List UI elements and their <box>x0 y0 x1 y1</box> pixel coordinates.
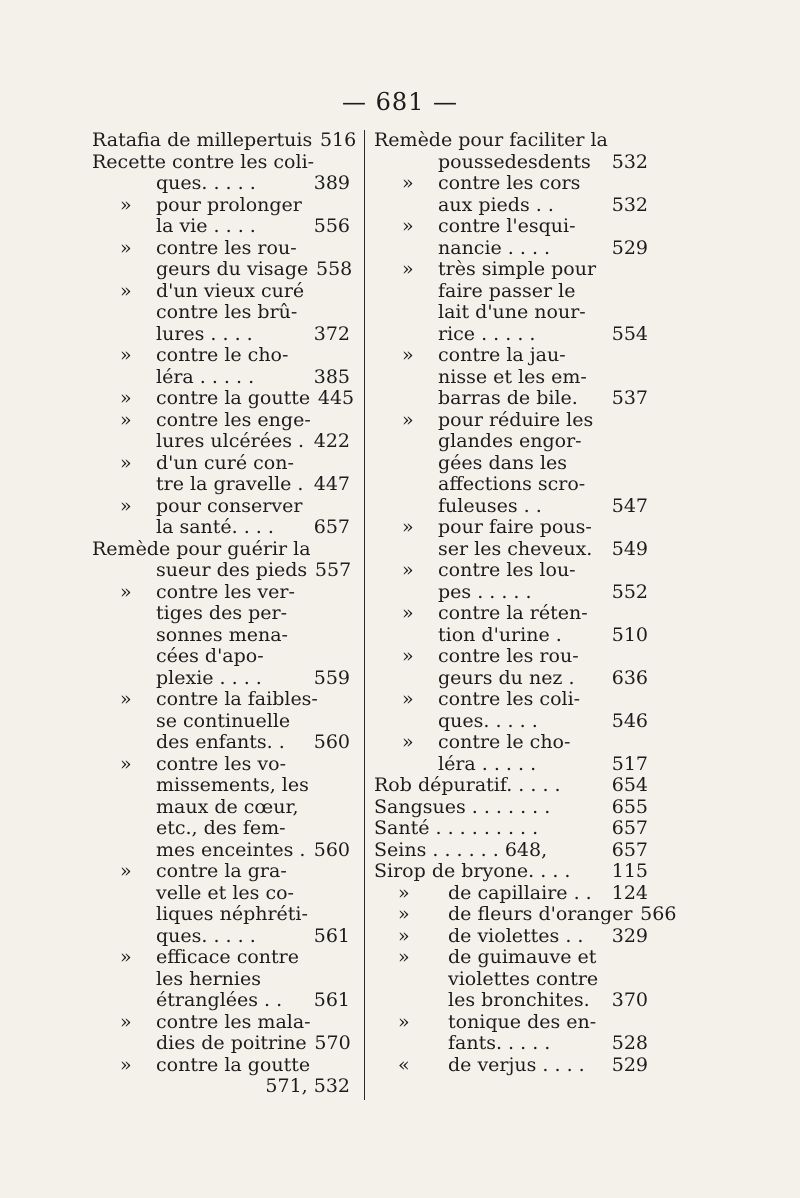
ditto-mark: « <box>398 1053 410 1076</box>
entry-line <box>374 387 648 410</box>
entry-text: gées dans les <box>438 451 568 474</box>
page-reference: 657 <box>313 516 350 538</box>
entry-line <box>92 732 350 754</box>
entry-line <box>92 969 350 991</box>
entry-text: Remède pour faciliter la <box>374 129 608 151</box>
index-column-right <box>374 129 677 1076</box>
page-reference: 372 <box>313 322 350 345</box>
entry-text: liques néphréti- <box>156 903 308 925</box>
entry-text: Sangsues . . . . . . . <box>374 795 551 818</box>
entry-text: Sirop de bryone. . . . <box>374 860 571 882</box>
entry-line <box>374 431 640 453</box>
entry-text: contre la gra- <box>156 860 287 882</box>
entry-text: de verjus . . . . <box>448 1053 585 1076</box>
index-entry <box>374 344 648 410</box>
entry-line <box>92 152 350 174</box>
entry-line <box>374 924 648 948</box>
index-entry <box>374 645 648 689</box>
entry-text: geurs du nez . <box>438 666 575 689</box>
entry-line <box>374 517 640 539</box>
entry-line <box>92 926 350 948</box>
entry-line <box>92 517 350 539</box>
entry-text: de guimauve et <box>448 946 597 968</box>
index-entry <box>92 582 350 690</box>
ditto-mark: » <box>120 1053 132 1076</box>
entry-line <box>374 150 648 174</box>
page-reference: 552 <box>611 580 648 603</box>
index-entry <box>374 817 648 840</box>
ditto-mark: » <box>120 1010 132 1033</box>
entry-text: Seins . . . . . . 648, <box>374 838 548 861</box>
entry-line <box>374 580 648 604</box>
entry-text: contre les brû- <box>156 301 298 323</box>
ditto-mark: » <box>402 516 414 538</box>
page-reference: 570 <box>314 1032 351 1054</box>
entry-text: très simple pour <box>438 258 597 280</box>
page-reference: 560 <box>313 731 350 753</box>
page-reference: 571, 532 <box>265 1075 350 1097</box>
entry-text: cées d'apo- <box>156 645 264 667</box>
ditto-mark: » <box>120 688 132 710</box>
entry-line <box>374 216 640 238</box>
index-entry <box>92 345 350 388</box>
entry-text: la vie . . . . <box>156 215 256 237</box>
entry-text: nisse et les em- <box>438 365 587 388</box>
entry-text: geurs du visage <box>156 258 309 280</box>
entry-text: ques. . . . . <box>156 924 256 947</box>
entry-text: léra . . . . . <box>156 365 255 388</box>
entry-text: glandes engor- <box>438 430 582 452</box>
entry-line <box>374 474 640 496</box>
entry-line <box>92 904 350 926</box>
page-reference: 654 <box>611 774 648 796</box>
entry-line <box>374 603 640 625</box>
ditto-mark: » <box>402 172 414 194</box>
entry-line <box>92 431 350 453</box>
ditto-mark: » <box>120 236 132 259</box>
entry-text: d'un curé con- <box>156 451 294 474</box>
ditto-mark: » <box>120 860 132 882</box>
entry-text: Remède pour guérir la <box>92 537 311 560</box>
entry-line <box>92 258 353 281</box>
entry-text: contre les lou- <box>438 559 576 581</box>
entry-text: contre les cors <box>438 172 581 194</box>
index-entry <box>92 453 350 496</box>
entry-line <box>374 367 640 389</box>
entry-line <box>374 494 648 518</box>
index-column-left <box>92 129 357 1098</box>
index-entry <box>92 689 350 754</box>
entry-line <box>374 560 640 582</box>
entry-line <box>92 603 350 625</box>
index-entry <box>374 838 648 862</box>
index-entry <box>92 387 355 410</box>
index-entry <box>374 129 648 173</box>
ditto-mark: » <box>120 451 132 474</box>
entry-text: dies de poitrine <box>156 1032 307 1054</box>
entry-text: contre le cho- <box>438 731 571 753</box>
entry-line <box>92 302 350 324</box>
index-entry <box>92 152 350 195</box>
entry-line <box>92 883 350 905</box>
index-entry <box>374 946 648 1012</box>
index-entry <box>92 281 350 346</box>
ditto-mark: » <box>120 387 132 409</box>
entry-text: de violettes . . <box>448 924 584 947</box>
index-entry <box>374 559 648 603</box>
entry-text: pes . . . . . <box>438 580 532 603</box>
entry-line <box>374 236 648 260</box>
entry-text: léra . . . . . <box>438 752 537 775</box>
index-entry <box>92 1055 350 1098</box>
entry-text: mes enceintes . <box>156 838 306 861</box>
entry-text: contre la goutte <box>156 1053 311 1076</box>
entry-line <box>92 367 350 389</box>
entry-line <box>374 881 648 905</box>
ditto-mark: » <box>398 881 410 904</box>
entry-text: fuleuses . . <box>438 494 542 517</box>
page-reference: 389 <box>313 172 350 194</box>
entry-line <box>374 817 648 840</box>
ditto-mark: » <box>402 344 414 366</box>
index-entry <box>374 731 648 775</box>
ditto-mark: » <box>120 946 132 968</box>
index-entry <box>374 1010 648 1055</box>
entry-line <box>92 129 357 152</box>
entry-text: Recette contre les coli- <box>92 150 315 173</box>
entry-line <box>374 774 648 797</box>
entry-line <box>374 302 640 324</box>
index-entry <box>92 947 350 1012</box>
page-reference: 124 <box>611 881 648 904</box>
entry-line <box>374 795 648 819</box>
entry-line <box>374 860 648 883</box>
entry-line <box>92 216 350 238</box>
entry-text: Rob dépuratif. . . . . <box>374 774 561 796</box>
index-entry <box>374 860 648 883</box>
index-entry <box>92 1012 350 1055</box>
page-reference: 385 <box>313 365 350 388</box>
index-entry <box>374 516 648 560</box>
index-entry <box>92 539 350 582</box>
entry-text: tion d'urine . <box>438 623 562 646</box>
entry-line <box>374 689 640 711</box>
entry-text: contre les rou- <box>438 645 579 667</box>
entry-text: Ratafia de millepertuis <box>92 129 313 151</box>
entry-text: contre l'esqui- <box>438 215 576 237</box>
entry-line <box>374 989 648 1012</box>
entry-line <box>92 646 350 668</box>
page-reference: 566 <box>640 903 677 925</box>
ditto-mark: » <box>120 408 132 431</box>
entry-text: aux pieds . . <box>438 193 554 216</box>
entry-text: pour faire pous- <box>438 516 592 538</box>
entry-line <box>92 797 350 819</box>
entry-text: contre les ver- <box>156 580 295 603</box>
entry-text: tonique des en- <box>448 1010 597 1033</box>
page-reference: 636 <box>611 666 648 689</box>
ditto-mark: » <box>402 215 414 237</box>
entry-text: Santé . . . . . . . . . <box>374 817 539 839</box>
index-entry <box>374 795 648 819</box>
page-reference: 516 <box>319 129 357 151</box>
page-reference: 561 <box>313 924 350 947</box>
page-reference: 517 <box>611 752 648 775</box>
page-reference: 370 <box>611 989 648 1011</box>
ditto-mark: » <box>120 279 132 302</box>
entry-text: contre la réten- <box>438 602 588 624</box>
entry-text: faire passer le <box>438 279 576 302</box>
ditto-mark: » <box>402 408 414 431</box>
entry-text: contre les mala- <box>156 1010 311 1033</box>
page-reference: 532 <box>611 193 648 216</box>
page-reference: 115 <box>611 860 648 882</box>
entry-text: nancie . . . . <box>438 236 551 259</box>
page-reference: 529 <box>611 1053 648 1076</box>
entry-line <box>92 1033 350 1055</box>
ditto-mark: » <box>398 946 410 968</box>
ditto-mark: » <box>120 580 132 603</box>
entry-text: ques. . . . . <box>438 709 538 732</box>
entry-text: lures ulcérées . <box>156 430 305 452</box>
ditto-mark: » <box>398 1010 410 1033</box>
index-entry <box>374 1053 648 1077</box>
page-reference: 447 <box>313 473 350 495</box>
entry-line <box>92 711 350 733</box>
page-reference: 549 <box>611 537 648 560</box>
ditto-mark: » <box>120 193 132 216</box>
entry-line <box>92 173 350 195</box>
page-reference: 529 <box>611 236 648 259</box>
entry-text: barras de bile. <box>438 387 578 409</box>
ditto-mark: » <box>402 559 414 581</box>
index-entry <box>374 688 648 732</box>
entry-text: fants. . . . . <box>448 1032 551 1054</box>
entry-text: d'un vieux curé <box>156 279 305 302</box>
ditto-mark: » <box>402 731 414 753</box>
entry-text: etc., des fem- <box>156 817 286 839</box>
ditto-mark: » <box>402 645 414 667</box>
page-reference: 422 <box>313 430 350 452</box>
entry-text: les hernies <box>156 967 261 990</box>
index-entry <box>92 861 350 947</box>
entry-text: se continuelle <box>156 709 291 732</box>
entry-line <box>374 838 648 862</box>
entry-line <box>374 322 648 346</box>
entry-line <box>374 1053 648 1077</box>
page-reference: 561 <box>313 989 350 1011</box>
entry-text: rice . . . . . <box>438 322 536 345</box>
entry-line <box>92 625 350 647</box>
entry-line <box>374 646 640 668</box>
entry-text: contre la faibles- <box>156 688 318 710</box>
entry-line <box>374 623 648 647</box>
entry-text: contre les vo- <box>156 752 287 775</box>
entry-line <box>92 1076 350 1098</box>
page-reference: 528 <box>611 1032 648 1054</box>
entry-line <box>374 193 648 217</box>
entry-line <box>374 732 640 754</box>
ditto-mark: » <box>398 903 410 925</box>
index-entry <box>374 924 648 948</box>
ditto-mark: » <box>120 752 132 775</box>
column-divider <box>364 130 365 1100</box>
entry-line <box>374 410 640 432</box>
page-reference: 537 <box>611 387 648 409</box>
page-reference: 445 <box>317 387 355 409</box>
entry-line <box>374 259 640 281</box>
page-reference: 329 <box>611 924 648 947</box>
page-reference: 559 <box>313 666 350 689</box>
page-reference: 558 <box>316 258 353 280</box>
index-entry <box>374 172 648 216</box>
page-reference: 510 <box>611 623 648 646</box>
index-entry <box>374 408 648 518</box>
entry-text: contre la goutte <box>156 387 311 409</box>
index-entry <box>374 258 648 345</box>
entry-text: affections scro- <box>438 473 586 495</box>
entry-line <box>374 345 640 367</box>
index-entry <box>374 774 648 797</box>
entry-line <box>92 539 350 561</box>
entry-line <box>92 668 350 690</box>
page-reference: 532 <box>611 150 648 173</box>
entry-line <box>92 775 350 797</box>
index-entry <box>374 881 648 905</box>
entry-line <box>374 281 640 303</box>
entry-text: contre le cho- <box>156 344 289 366</box>
page-reference: 556 <box>313 215 350 237</box>
page-reference: 560 <box>313 838 350 861</box>
ditto-mark: » <box>402 602 414 624</box>
entry-line <box>374 903 677 926</box>
page-reference: 557 <box>314 559 352 581</box>
entry-text: de fleurs d'oranger <box>448 903 633 925</box>
index-entry <box>92 195 350 238</box>
entry-text: de capillaire . . <box>448 881 592 904</box>
entry-line <box>374 666 648 690</box>
entry-text: ser les cheveux. <box>438 537 593 560</box>
page-number: — 681 — <box>341 88 459 116</box>
entry-text: la santé. . . . <box>156 516 274 538</box>
entry-line <box>92 474 350 496</box>
entry-text: efficace contre <box>156 946 299 968</box>
index-entry <box>92 496 350 539</box>
entry-text: contre les enge- <box>156 408 311 431</box>
ditto-mark: » <box>120 494 132 517</box>
entry-text: étranglées . . <box>156 989 283 1011</box>
page-reference: 657 <box>611 817 648 839</box>
entry-text: pour prolonger <box>156 193 302 216</box>
entry-text: les bronchites. <box>448 989 590 1011</box>
entry-text: poussedesdents <box>438 150 591 173</box>
entry-text: missements, les <box>156 774 309 796</box>
entry-text: lait d'une nour- <box>438 301 586 323</box>
index-entry <box>92 410 350 453</box>
entry-line <box>374 173 640 195</box>
index-entry <box>92 129 357 152</box>
entry-text: ques. . . . . <box>156 172 256 194</box>
index-entry <box>374 903 677 926</box>
index-entry <box>374 215 648 259</box>
page-reference: 554 <box>611 322 648 345</box>
ditto-mark: » <box>402 688 414 710</box>
entry-line <box>374 969 640 991</box>
ditto-mark: » <box>120 344 132 366</box>
entry-text: tiges des per- <box>156 602 288 624</box>
entry-text: sueur des pieds <box>156 559 308 581</box>
page-reference: 655 <box>611 795 648 818</box>
entry-line <box>92 324 350 346</box>
entry-line <box>92 560 350 582</box>
entry-text: des enfants. . <box>156 731 285 753</box>
entry-line <box>92 818 350 840</box>
entry-text: contre les rou- <box>156 236 297 259</box>
entry-line <box>374 1032 648 1055</box>
entry-text: plexie . . . . <box>156 666 262 689</box>
entry-line <box>374 947 640 969</box>
entry-text: sonnes mena- <box>156 623 288 646</box>
entry-text: violettes contre <box>448 967 599 990</box>
entry-text: velle et les co- <box>156 881 294 904</box>
entry-text: contre la jau- <box>438 344 566 366</box>
entry-text: tre la gravelle . <box>156 473 304 495</box>
ditto-mark: » <box>402 258 414 280</box>
entry-text: lures . . . . <box>156 322 253 345</box>
index-entry <box>374 602 648 646</box>
entry-text: maux de cœur, <box>156 795 299 818</box>
entry-line <box>92 840 350 862</box>
entry-line <box>92 990 350 1012</box>
page-reference: 546 <box>611 709 648 732</box>
page-reference: 547 <box>611 494 648 517</box>
page-reference: 657 <box>611 838 648 861</box>
entry-line <box>374 130 640 152</box>
entry-line <box>374 1012 640 1034</box>
index-entry <box>92 754 350 862</box>
entry-text: contre les coli- <box>438 688 581 710</box>
entry-line <box>374 453 640 475</box>
entry-line <box>374 709 648 733</box>
entry-text: pour réduire les <box>438 408 594 431</box>
index-entry <box>92 236 353 281</box>
entry-line <box>374 537 648 561</box>
ditto-mark: » <box>398 924 410 947</box>
entry-line <box>374 752 648 776</box>
entry-text: pour conserver <box>156 494 303 517</box>
